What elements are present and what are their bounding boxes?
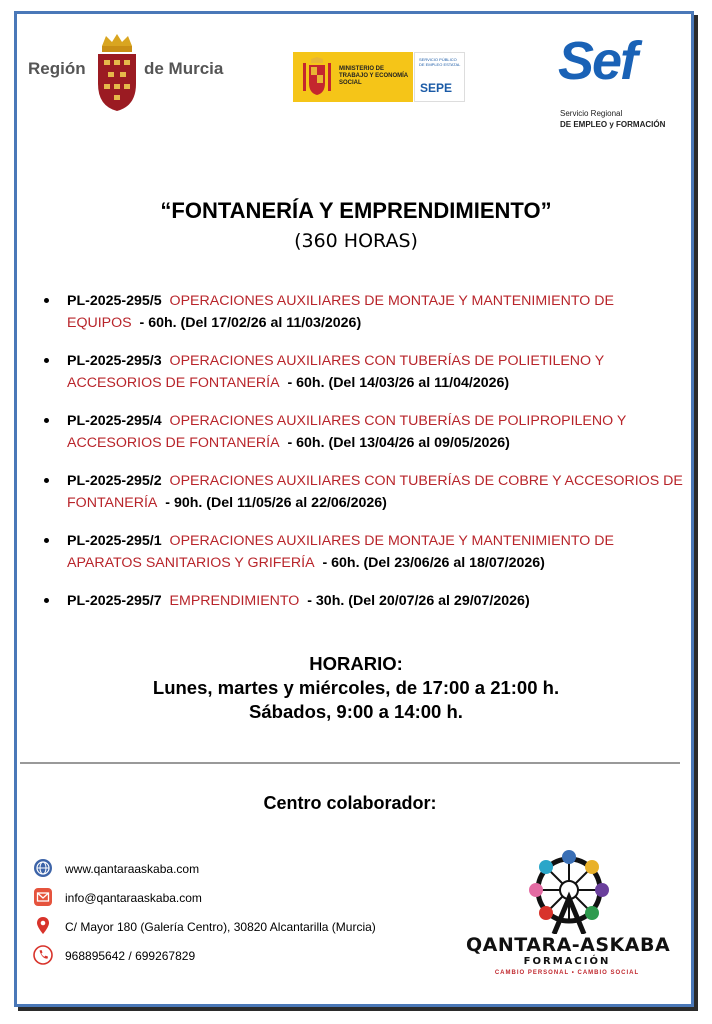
module-meta: - 60h. (Del 13/04/26 al 09/05/2026): [287, 435, 510, 451]
contact-address: [30, 916, 430, 938]
divider: [20, 762, 680, 764]
ministerio-sepe-logo: [293, 52, 465, 102]
module-item: [44, 470, 684, 514]
phone-icon: [33, 945, 53, 965]
schedule-weekdays: Lunes, martes y miércoles, de 17:00 a 21:00 h.: [152, 677, 560, 698]
module-meta: - 30h. (Del 20/07/26 al 29/07/2026): [307, 593, 530, 609]
module-item: [44, 530, 684, 574]
module-code: PL-2025-295/3: [67, 353, 162, 369]
schedule-saturday: Sábados, 9:00 a 14:00 h.: [249, 701, 463, 722]
globe-icon: [33, 858, 53, 878]
mail-icon: [33, 887, 53, 907]
sef-logo: [556, 30, 676, 136]
contact-email: [30, 887, 430, 909]
module-item: [44, 590, 684, 612]
ministerio-text: MINISTERIO DE TRABAJO Y ECONOMÍA SOCIAL: [339, 66, 408, 86]
phone-text: 968895642 / 699267829: [65, 949, 196, 963]
sef-subtitle-2: DE EMPLEO y FORMACIÓN: [560, 120, 666, 129]
website-link[interactable]: www.qantaraaskaba.com: [65, 862, 200, 876]
sepe-badge: [414, 52, 465, 102]
qantara-tagline: CAMBIO PERSONAL • CAMBIO SOCIAL: [494, 970, 640, 976]
bullet: [44, 298, 49, 303]
spain-coat-of-arms-icon: [301, 57, 333, 97]
qantara-name: QANTARA-ASKABA: [466, 934, 671, 956]
murcia-coat-of-arms-icon: [94, 32, 140, 112]
schedule-heading: HORARIO:: [309, 653, 403, 674]
contact-phone: [30, 945, 430, 967]
module-code: PL-2025-295/2: [67, 473, 162, 489]
murcia-label: de Murcia: [144, 59, 224, 78]
bullet: [44, 598, 49, 603]
contact-website: [30, 858, 430, 880]
module-code: PL-2025-295/7: [67, 593, 162, 609]
bullet: [44, 478, 49, 483]
schedule: [0, 652, 712, 724]
module-name: OPERACIONES AUXILIARES CON TUBERÍAS DE POLIETILENO Y ACCESORIOS DE FONTANERÍA: [67, 353, 604, 391]
module-item: [44, 410, 684, 454]
module-meta: - 60h. (Del 17/02/26 al 11/03/2026): [139, 315, 362, 331]
ferris-wheel-icon: [524, 846, 614, 934]
module-list: [44, 290, 684, 628]
module-item: [44, 290, 684, 334]
qantara-askaba-logo: [462, 846, 676, 980]
module-name: OPERACIONES AUXILIARES CON TUBERÍAS DE POLIPROPILENO Y ACCESORIOS DE FONTANERÍA: [67, 413, 627, 451]
module-name: EMPRENDIMIENTO: [169, 593, 300, 609]
module-code: PL-2025-295/4: [67, 413, 162, 429]
sef-subtitle-1: Servicio Regional: [560, 109, 623, 118]
ministerio-badge: [293, 52, 413, 102]
module-meta: - 90h. (Del 11/05/26 al 22/06/2026): [165, 495, 387, 511]
module-item: [44, 350, 684, 394]
module-name: OPERACIONES AUXILIARES DE MONTAJE Y MANTENIMIENTO DE APARATOS SANITARIOS Y GRIFERÍA: [67, 533, 614, 571]
course-title: “FONTANERÍA Y EMPRENDIMIENTO”: [160, 198, 552, 223]
bullet: [44, 538, 49, 543]
email-link[interactable]: info@qantaraaskaba.com: [65, 891, 202, 905]
module-name: OPERACIONES AUXILIARES CON TUBERÍAS DE COBRE Y ACCESORIOS DE FONTANERÍA: [67, 473, 683, 511]
qantara-formacion: FORMACIÓN: [523, 956, 611, 967]
sef-wordmark: Sef: [558, 31, 637, 91]
sepe-subtitle: SERVICIO PÚBLICO DE EMPLEO ESTATAL: [419, 57, 461, 67]
module-name: OPERACIONES AUXILIARES DE MONTAJE Y MANTENIMIENTO DE EQUIPOS: [67, 293, 614, 331]
bullet: [44, 418, 49, 423]
address-text: C/ Mayor 180 (Galería Centro), 30820 Alcantarilla (Murcia): [65, 920, 376, 934]
region-label: Región: [28, 59, 86, 78]
module-meta: - 60h. (Del 23/06/26 al 18/07/2026): [322, 555, 545, 571]
location-pin-icon: [33, 916, 53, 936]
module-code: PL-2025-295/1: [67, 533, 162, 549]
collaborator-heading: Centro colaborador:: [263, 793, 437, 813]
module-meta: - 60h. (Del 14/03/26 al 11/04/2026): [287, 375, 510, 391]
contact-list: [30, 858, 430, 974]
sepe-label: SEPE: [420, 81, 453, 95]
module-code: PL-2025-295/5: [67, 293, 162, 309]
bullet: [44, 358, 49, 363]
course-hours: (360 HORAS): [294, 230, 418, 252]
region-murcia-logo: [28, 32, 228, 114]
